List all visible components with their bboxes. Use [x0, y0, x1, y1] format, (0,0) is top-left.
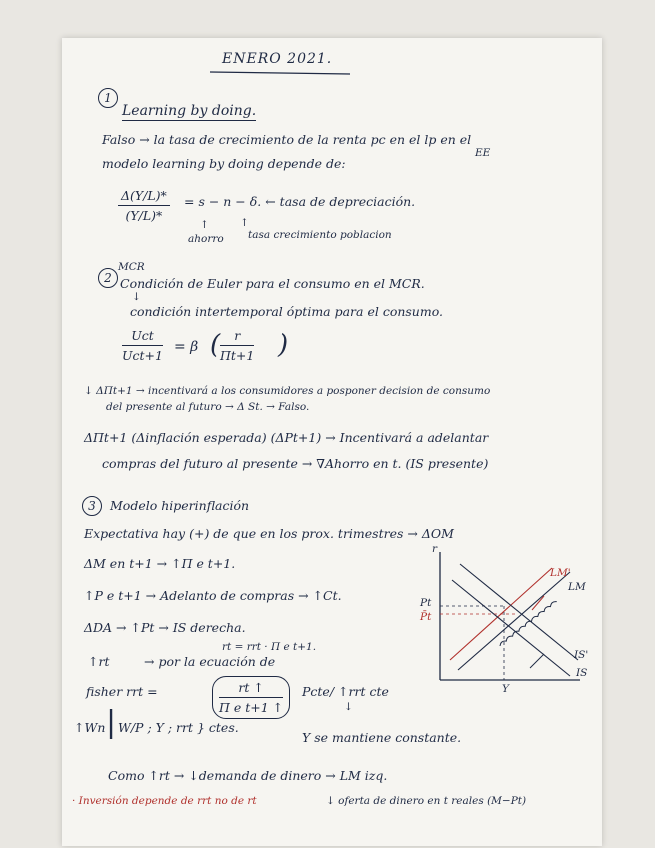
q2-line-4: ΔΠt+1 (Δinflación esperada) (ΔPt+1) → Incentivará a adelantar	[84, 430, 489, 445]
q3-line-7-ctes: W/P ; Y ; rrt } ctes.	[118, 720, 239, 735]
q2-arrow-down: ↓	[132, 291, 141, 303]
q2-tag: MCR	[118, 261, 145, 273]
q1-equation-rhs: = s − n − δ. ← tasa de depreciación.	[184, 194, 416, 209]
graph-label-lm: LM	[568, 581, 586, 593]
q3-line-3: ↑P e t+1 → Adelanto de compras → ↑Ct.	[84, 588, 342, 603]
is-curve	[452, 580, 570, 676]
q1-growth-fraction: $\frac{\Delta(Y/L)*}{(Y/L)*}$	[118, 188, 170, 223]
q3-heading: Modelo hiperinflación	[110, 498, 250, 513]
notes-sheet	[62, 38, 602, 846]
question-3-badge: 3	[82, 496, 102, 516]
title-underline	[210, 70, 360, 76]
q1-arrow-pob: ↑	[240, 217, 249, 229]
lm-curve	[458, 572, 570, 670]
q2-euler-beta: = β	[174, 339, 199, 355]
graph-label-pt-bar: P̄t	[420, 611, 432, 623]
graph-label-is: IS	[576, 667, 588, 679]
q3-line-7-ycte: Y se mantiene constante.	[302, 730, 462, 745]
q3-line-9-oferta: ↓ oferta de dinero en t reales (M−Pt)	[326, 795, 527, 807]
q3-fisher-fraction: $\frac{rt ↑}{\text{Π e t+1 ↑}}$	[212, 676, 290, 719]
is-shift-arrow	[530, 654, 544, 668]
graph-x-label: Y	[502, 683, 509, 695]
q1-note-ahorro: ahorro	[188, 233, 224, 245]
q1-line-2: modelo learning by doing depende de:	[102, 156, 346, 171]
q3-line-6-fisher: fisher rrt =	[86, 684, 158, 699]
q2-open-paren: (	[210, 330, 221, 360]
q3-line-4: ΔDA → ↑Pt → IS derecha.	[84, 620, 246, 635]
q2-heading: Condición de Euler para el consumo en el MCR.	[120, 276, 425, 291]
q3-line-5-rt: ↑rt	[88, 654, 110, 669]
graph-label-is-new: IS'	[574, 649, 589, 661]
q1-note-poblacion: tasa crecimiento poblacion	[248, 229, 392, 241]
page-title: ENERO 2021.	[222, 51, 333, 67]
q2-line-1: condición intertemporal óptima para el consumo.	[130, 304, 443, 319]
q1-arrow-ahorro: ↑	[200, 219, 209, 231]
q3-line-1: Expectativa hay (+) de que en los prox. trimestres → ΔOM	[84, 526, 454, 541]
q2-close-paren: )	[278, 330, 289, 360]
q3-arrow-down: ↓	[344, 701, 353, 713]
q3-bar: |	[106, 705, 117, 740]
q2-euler-left-fraction: Uct Uct+1	[122, 328, 163, 363]
graph-label-lm-new: LM'	[550, 567, 571, 579]
q2-line-5: compras del futuro al presente → ∇Ahorro en t. (IS presente)	[102, 456, 489, 471]
q3-line-8: Como ↑rt → ↓demanda de dinero → LM izq.	[108, 768, 388, 783]
q3-line-9-red: · Inversión depende de rrt no de rt	[72, 795, 257, 807]
q1-line-1: Falso → la tasa de crecimiento de la renta pc en el lp en el	[102, 132, 472, 147]
q1-heading: Learning by doing.	[122, 103, 257, 119]
question-1-badge: 1	[98, 88, 118, 108]
graph-y-label: r	[432, 543, 438, 555]
q3-line-5-text: → por la ecuación de	[144, 654, 276, 669]
q2-euler-right-fraction: $\frac{r}{\Pi t+1}$	[220, 328, 255, 363]
q3-line-2: ΔM en t+1 → ↑Π e t+1.	[84, 556, 236, 571]
graph-label-pt: Pt	[420, 597, 432, 609]
q2-line-3: del presente al futuro → Δ St. → Falso.	[106, 401, 310, 413]
q3-line-7-wn: ↑Wn	[74, 720, 106, 735]
q3-line-5-fisher: rt = rrt · Π e t+1.	[222, 641, 317, 653]
q1-lp-denominator: EE	[475, 147, 491, 159]
question-2-badge: 2	[98, 268, 118, 288]
q2-line-2: ↓ ΔΠt+1 → incentivará a los consumidores a posponer decision de consumo	[84, 385, 491, 397]
wavy-shift	[499, 600, 557, 646]
q3-line-6-cte: Pcte/ ↑rrt cte	[302, 684, 389, 699]
